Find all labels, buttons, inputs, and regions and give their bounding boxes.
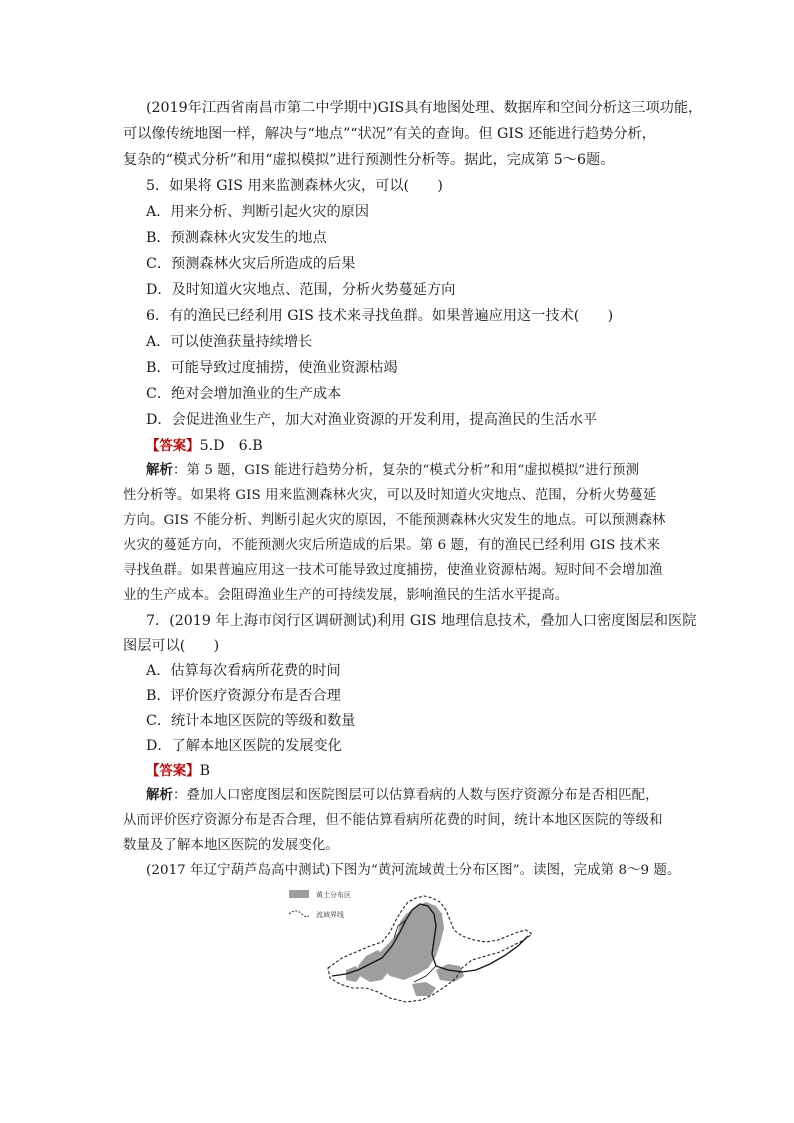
explanation-7-line-2: 从而评价医疗资源分布是否合理，但不能估算看病所花费的时间，统计本地区医院的等级和 xyxy=(123,813,663,828)
answer-value: B xyxy=(199,763,210,779)
question-7-option-b: B．评价医疗资源分布是否合理 xyxy=(146,688,341,704)
legend-loess-label: 黄土分布区 xyxy=(316,891,351,899)
question-6-option-d: D．会促进渔业生产，加大对渔业资源的开发利用，提高渔民的生活水平 xyxy=(146,412,598,428)
question-6-option-a: A．可以使渔获量持续增长 xyxy=(146,334,313,350)
explanation-5-6-line-5: 寻找鱼群。如果普遍应用这一技术可能导致过度捕捞，使渔业资源枯竭。短时间不会增加渔 xyxy=(123,563,663,578)
question-5-option-c: C．预测森林火灾后所造成的后果 xyxy=(146,256,356,272)
answer-7 xyxy=(146,761,210,782)
intro-line-1: (2019年江西省南昌市第二中学期中)GIS具有地图处理、数据库和空间分析这三项功能， xyxy=(146,100,703,116)
explanation-5-6-line-3: 方向。GIS 不能分析、判断引起火灾的原因，不能预测森林火灾发生的地点。可以预测森林 xyxy=(123,513,666,528)
question-5-stem: 5．如果将 GIS 用来监测森林火灾，可以( ) xyxy=(146,178,443,194)
answer-5-6 xyxy=(146,436,263,457)
question-6-option-c: C．绝对会增加渔业的生产成本 xyxy=(146,386,342,402)
question-7-stem-line-2: 图层可以( ) xyxy=(123,638,220,654)
question-7-stem-line-1: 7．(2019 年上海市闵行区调研测试)利用 GIS 地理信息技术，叠加人口密度图层和医院 xyxy=(146,613,697,629)
legend-boundary-swatch xyxy=(289,911,309,917)
explanation-label: 解析 xyxy=(146,463,173,478)
explanation-5-6-line-6: 业的生产成本。会阻碍渔业生产的可持续发展，影响渔民的生活水平提高。 xyxy=(123,588,569,603)
question-6-option-b: B．可能导致过度捕捞，使渔业资源枯竭 xyxy=(146,360,398,376)
intro-line-2: 可以像传统地图一样，解决与“地点”“状况”有关的查询。但 GIS 还能进行趋势分析， xyxy=(123,126,656,142)
question-6-stem: 6．有的渔民已经利用 GIS 技术来寻找鱼群。如果普遍应用这一技术( ) xyxy=(146,308,614,324)
explanation-text: ：叠加人口密度图层和医院图层可以估算看病的人数与医疗资源分布是否相匹配， xyxy=(172,788,659,803)
yellow-river-loess-map xyxy=(286,884,544,1024)
question-7-option-d: D．了解本地区医院的发展变化 xyxy=(146,738,342,754)
legend-boundary-label: 流域界线 xyxy=(316,911,344,919)
explanation-text: ：第 5 题，GIS 能进行趋势分析，复杂的“模式分析”和用“虚拟模拟”进行预测 xyxy=(172,463,640,478)
answer-value: 5.D 6.B xyxy=(199,438,263,454)
explanation-label: 解析 xyxy=(146,788,173,803)
explanation-5-6-line-1 xyxy=(146,461,639,481)
legend-loess-swatch xyxy=(289,890,309,898)
question-5-option-d: D．及时知道火灾地点、范围，分析火势蔓延方向 xyxy=(146,282,456,298)
explanation-5-6-line-4: 火灾的蔓延方向，不能预测火灾后所造成的后果。第 6 题，有的渔民已经利用 GIS 技术来 xyxy=(123,538,661,553)
explanation-7-line-3: 数量及了解本地区医院的发展变化。 xyxy=(123,838,339,853)
answer-tag: 【答案】 xyxy=(146,439,200,454)
question-7-option-a: A．估算每次看病所花费的时间 xyxy=(146,663,341,679)
explanation-7-line-1 xyxy=(146,786,659,806)
answer-tag: 【答案】 xyxy=(146,764,200,779)
question-5-option-a: A．用来分析、判断引起火灾的原因 xyxy=(146,204,370,220)
question-5-option-b: B．预测森林火灾发生的地点 xyxy=(146,230,327,246)
explanation-5-6-line-2: 性分析等。如果将 GIS 用来监测森林火灾，可以及时知道火灾地点、范围，分析火势蔓延 xyxy=(123,488,657,503)
question-7-option-c: C．统计本地区医院的等级和数量 xyxy=(146,713,356,729)
intro-line-3: 复杂的“模式分析”和用“虚拟模拟”进行预测性分析等。据此，完成第 5～6题。 xyxy=(123,152,615,168)
question-8-9-intro: (2017 年辽宁葫芦岛高中测试)下图为“黄河流域黄土分布区图”。读图，完成第 8～9 题。 xyxy=(146,863,681,878)
